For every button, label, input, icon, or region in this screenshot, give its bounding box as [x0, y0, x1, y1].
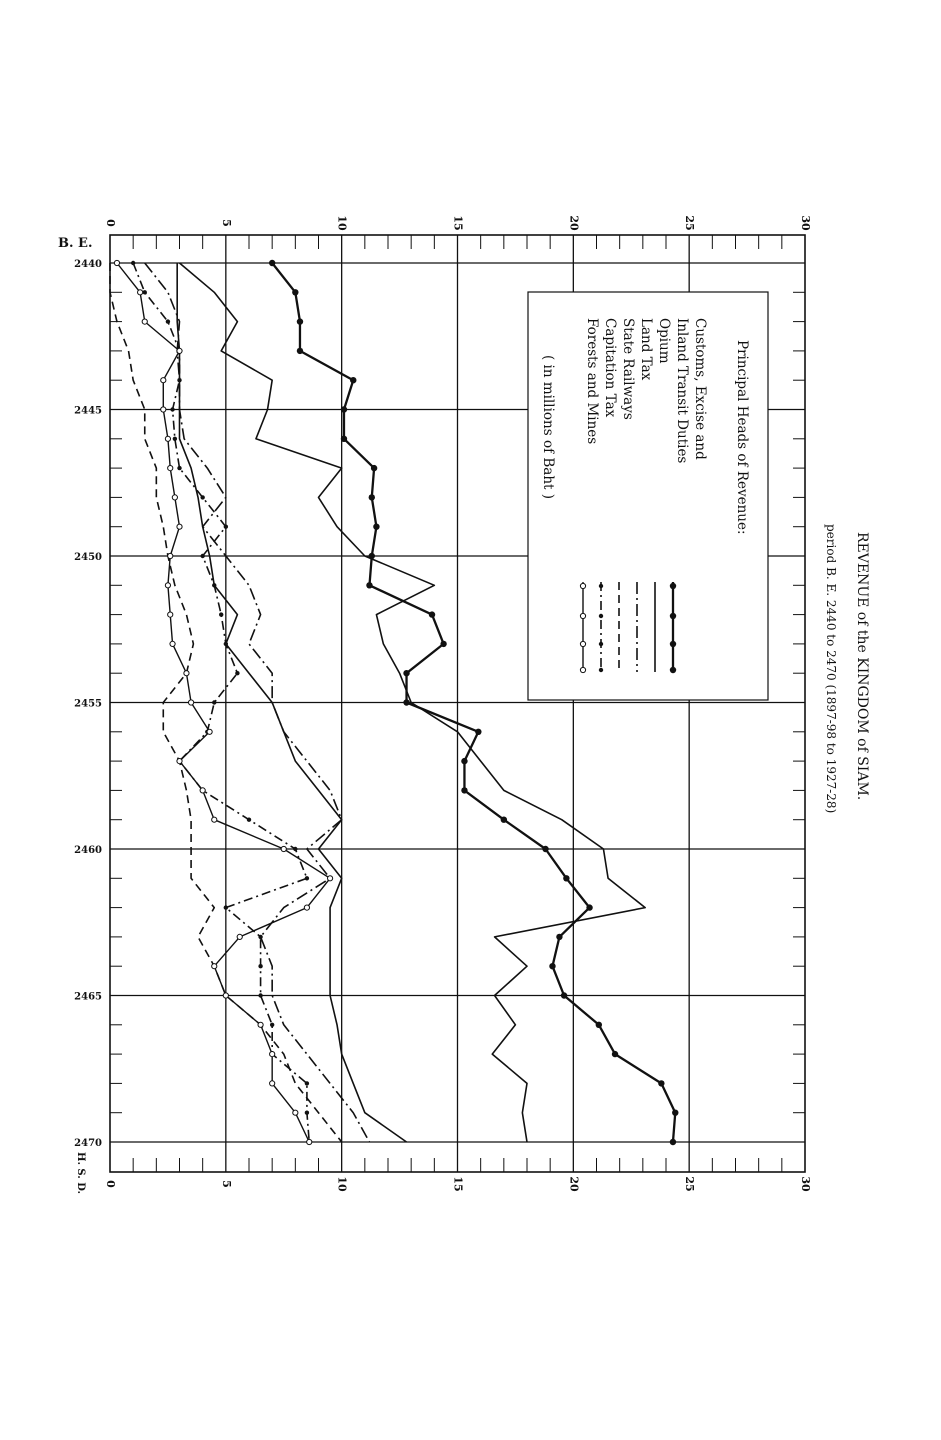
x-axis-label: B. E.	[58, 236, 93, 251]
tick-label-value-bottom: 5	[219, 1180, 233, 1188]
data-point	[166, 319, 170, 323]
legend-swatch-marker	[670, 613, 676, 619]
data-point	[269, 260, 275, 266]
data-point	[341, 406, 347, 412]
data-point	[173, 437, 177, 441]
tick-label-value-top: 20	[567, 215, 581, 231]
tick-label-year: 2455	[74, 698, 102, 710]
data-point	[658, 1080, 664, 1086]
legend-swatch-marker	[599, 614, 603, 618]
data-point	[177, 378, 181, 382]
tick-label-value-bottom: 25	[683, 1176, 697, 1192]
data-point	[258, 935, 262, 939]
data-point	[672, 1110, 678, 1116]
data-point	[403, 670, 409, 676]
chart-subtitle: period B. E. 2440 to 2470 (1897-98 to 1927-28)	[824, 524, 838, 814]
data-point	[670, 1139, 676, 1145]
data-point	[341, 436, 347, 442]
data-point	[561, 992, 567, 998]
legend-swatch-marker	[580, 667, 585, 672]
corner-note: H. S. D.	[75, 1152, 86, 1195]
tick-label-value-bottom: 10	[335, 1176, 349, 1192]
data-point	[258, 964, 262, 968]
tick-label-value-top: 30	[799, 215, 812, 231]
legend-swatch-marker	[670, 641, 676, 647]
tick-label-year: 2440	[74, 259, 102, 270]
tick-label-year: 2450	[74, 552, 102, 563]
data-point	[212, 817, 217, 822]
data-point	[350, 377, 356, 383]
data-point	[292, 289, 298, 295]
data-point	[429, 611, 435, 617]
data-point	[586, 904, 592, 910]
data-point	[373, 524, 379, 530]
legend-unit: ( in millions of Baht )	[540, 355, 556, 500]
data-point	[224, 905, 228, 909]
data-point	[200, 554, 204, 558]
data-point	[168, 553, 173, 558]
data-point	[461, 787, 467, 793]
data-point	[293, 847, 297, 851]
legend-label: Land Tax	[638, 318, 654, 381]
data-point	[293, 1110, 298, 1115]
data-point	[501, 817, 507, 823]
tick-label-value-top: 10	[335, 215, 349, 231]
tick-label-year: 2445	[74, 405, 102, 417]
data-point	[200, 788, 205, 793]
tick-label-year: 2460	[74, 845, 102, 856]
data-point	[235, 671, 239, 675]
data-point	[307, 1139, 312, 1144]
data-point	[371, 465, 377, 471]
legend-label: Capitation Tax	[602, 318, 618, 418]
legend-swatch-marker	[599, 668, 603, 672]
data-point	[270, 1052, 275, 1057]
legend-swatch-marker	[670, 583, 676, 589]
legend-swatch-marker	[599, 584, 603, 588]
data-point	[304, 905, 309, 910]
tick-label-value-bottom: 0	[104, 1180, 117, 1188]
data-point	[177, 348, 182, 353]
data-point	[114, 260, 119, 265]
data-point	[168, 466, 173, 471]
tick-label-value-top: 25	[683, 215, 697, 231]
data-point	[165, 436, 170, 441]
data-point	[258, 993, 262, 997]
data-point	[219, 612, 223, 616]
tick-label-year: 2465	[74, 991, 102, 1003]
data-point	[327, 876, 332, 881]
data-point	[369, 494, 375, 500]
data-point	[177, 524, 182, 529]
data-point	[188, 700, 193, 705]
data-point	[542, 846, 548, 852]
data-point	[184, 671, 189, 676]
data-point	[177, 759, 182, 764]
data-point	[172, 495, 177, 500]
data-point	[170, 641, 175, 646]
data-point	[305, 1081, 309, 1085]
tick-label-value-bottom: 15	[451, 1176, 465, 1192]
legend-label: State Railways	[620, 318, 636, 420]
data-point	[177, 466, 181, 470]
data-point	[258, 1022, 263, 1027]
data-point	[161, 407, 166, 412]
legend-swatch-marker	[580, 613, 585, 618]
data-point	[212, 700, 216, 704]
data-point	[200, 495, 204, 499]
data-point	[461, 758, 467, 764]
data-point	[366, 582, 372, 588]
tick-label-year: 2470	[74, 1138, 102, 1149]
legend-swatch-marker	[670, 667, 676, 673]
data-point	[224, 642, 228, 646]
data-point	[170, 407, 174, 411]
data-point	[440, 641, 446, 647]
data-point	[556, 934, 562, 940]
data-point	[305, 1111, 309, 1115]
tick-label-value-top: 5	[219, 219, 233, 227]
rotated-chart-group	[110, 235, 870, 1172]
data-point	[138, 290, 143, 295]
legend-swatch-marker	[599, 642, 603, 646]
tick-label-value-bottom: 20	[567, 1176, 581, 1192]
data-point	[131, 261, 135, 265]
data-point	[297, 318, 303, 324]
data-point	[207, 729, 212, 734]
legend	[528, 292, 768, 700]
data-point	[161, 378, 166, 383]
data-point	[142, 319, 147, 324]
legend-swatch-marker	[580, 641, 585, 646]
legend-swatch-marker	[580, 583, 585, 588]
data-point	[305, 876, 309, 880]
legend-label: Inland Transit Duties	[674, 318, 690, 464]
data-point	[247, 818, 251, 822]
data-point	[596, 1022, 602, 1028]
tick-label-value-bottom: 30	[799, 1176, 812, 1192]
data-point	[223, 993, 228, 998]
data-point	[212, 964, 217, 969]
data-point	[237, 934, 242, 939]
legend-label: Customs, Excise and	[692, 318, 708, 460]
data-point	[270, 1023, 274, 1027]
data-point	[212, 583, 216, 587]
legend-title: Principal Heads of Revenue:	[734, 340, 750, 535]
data-point	[281, 846, 286, 851]
data-point	[165, 583, 170, 588]
data-point	[612, 1051, 618, 1057]
data-point	[297, 348, 303, 354]
data-point	[270, 1081, 275, 1086]
tick-label-value-top: 0	[104, 219, 117, 227]
data-point	[549, 963, 555, 969]
legend-label: Opium	[656, 318, 672, 364]
data-point	[475, 729, 481, 735]
data-point	[168, 612, 173, 617]
data-point	[403, 699, 409, 705]
data-point	[563, 875, 569, 881]
tick-label-value-top: 15	[451, 215, 465, 231]
legend-label: Forests and Mines	[584, 318, 600, 445]
data-point	[224, 525, 228, 529]
chart-title: REVENUE of the KINGDOM of SIAM.	[854, 532, 870, 801]
